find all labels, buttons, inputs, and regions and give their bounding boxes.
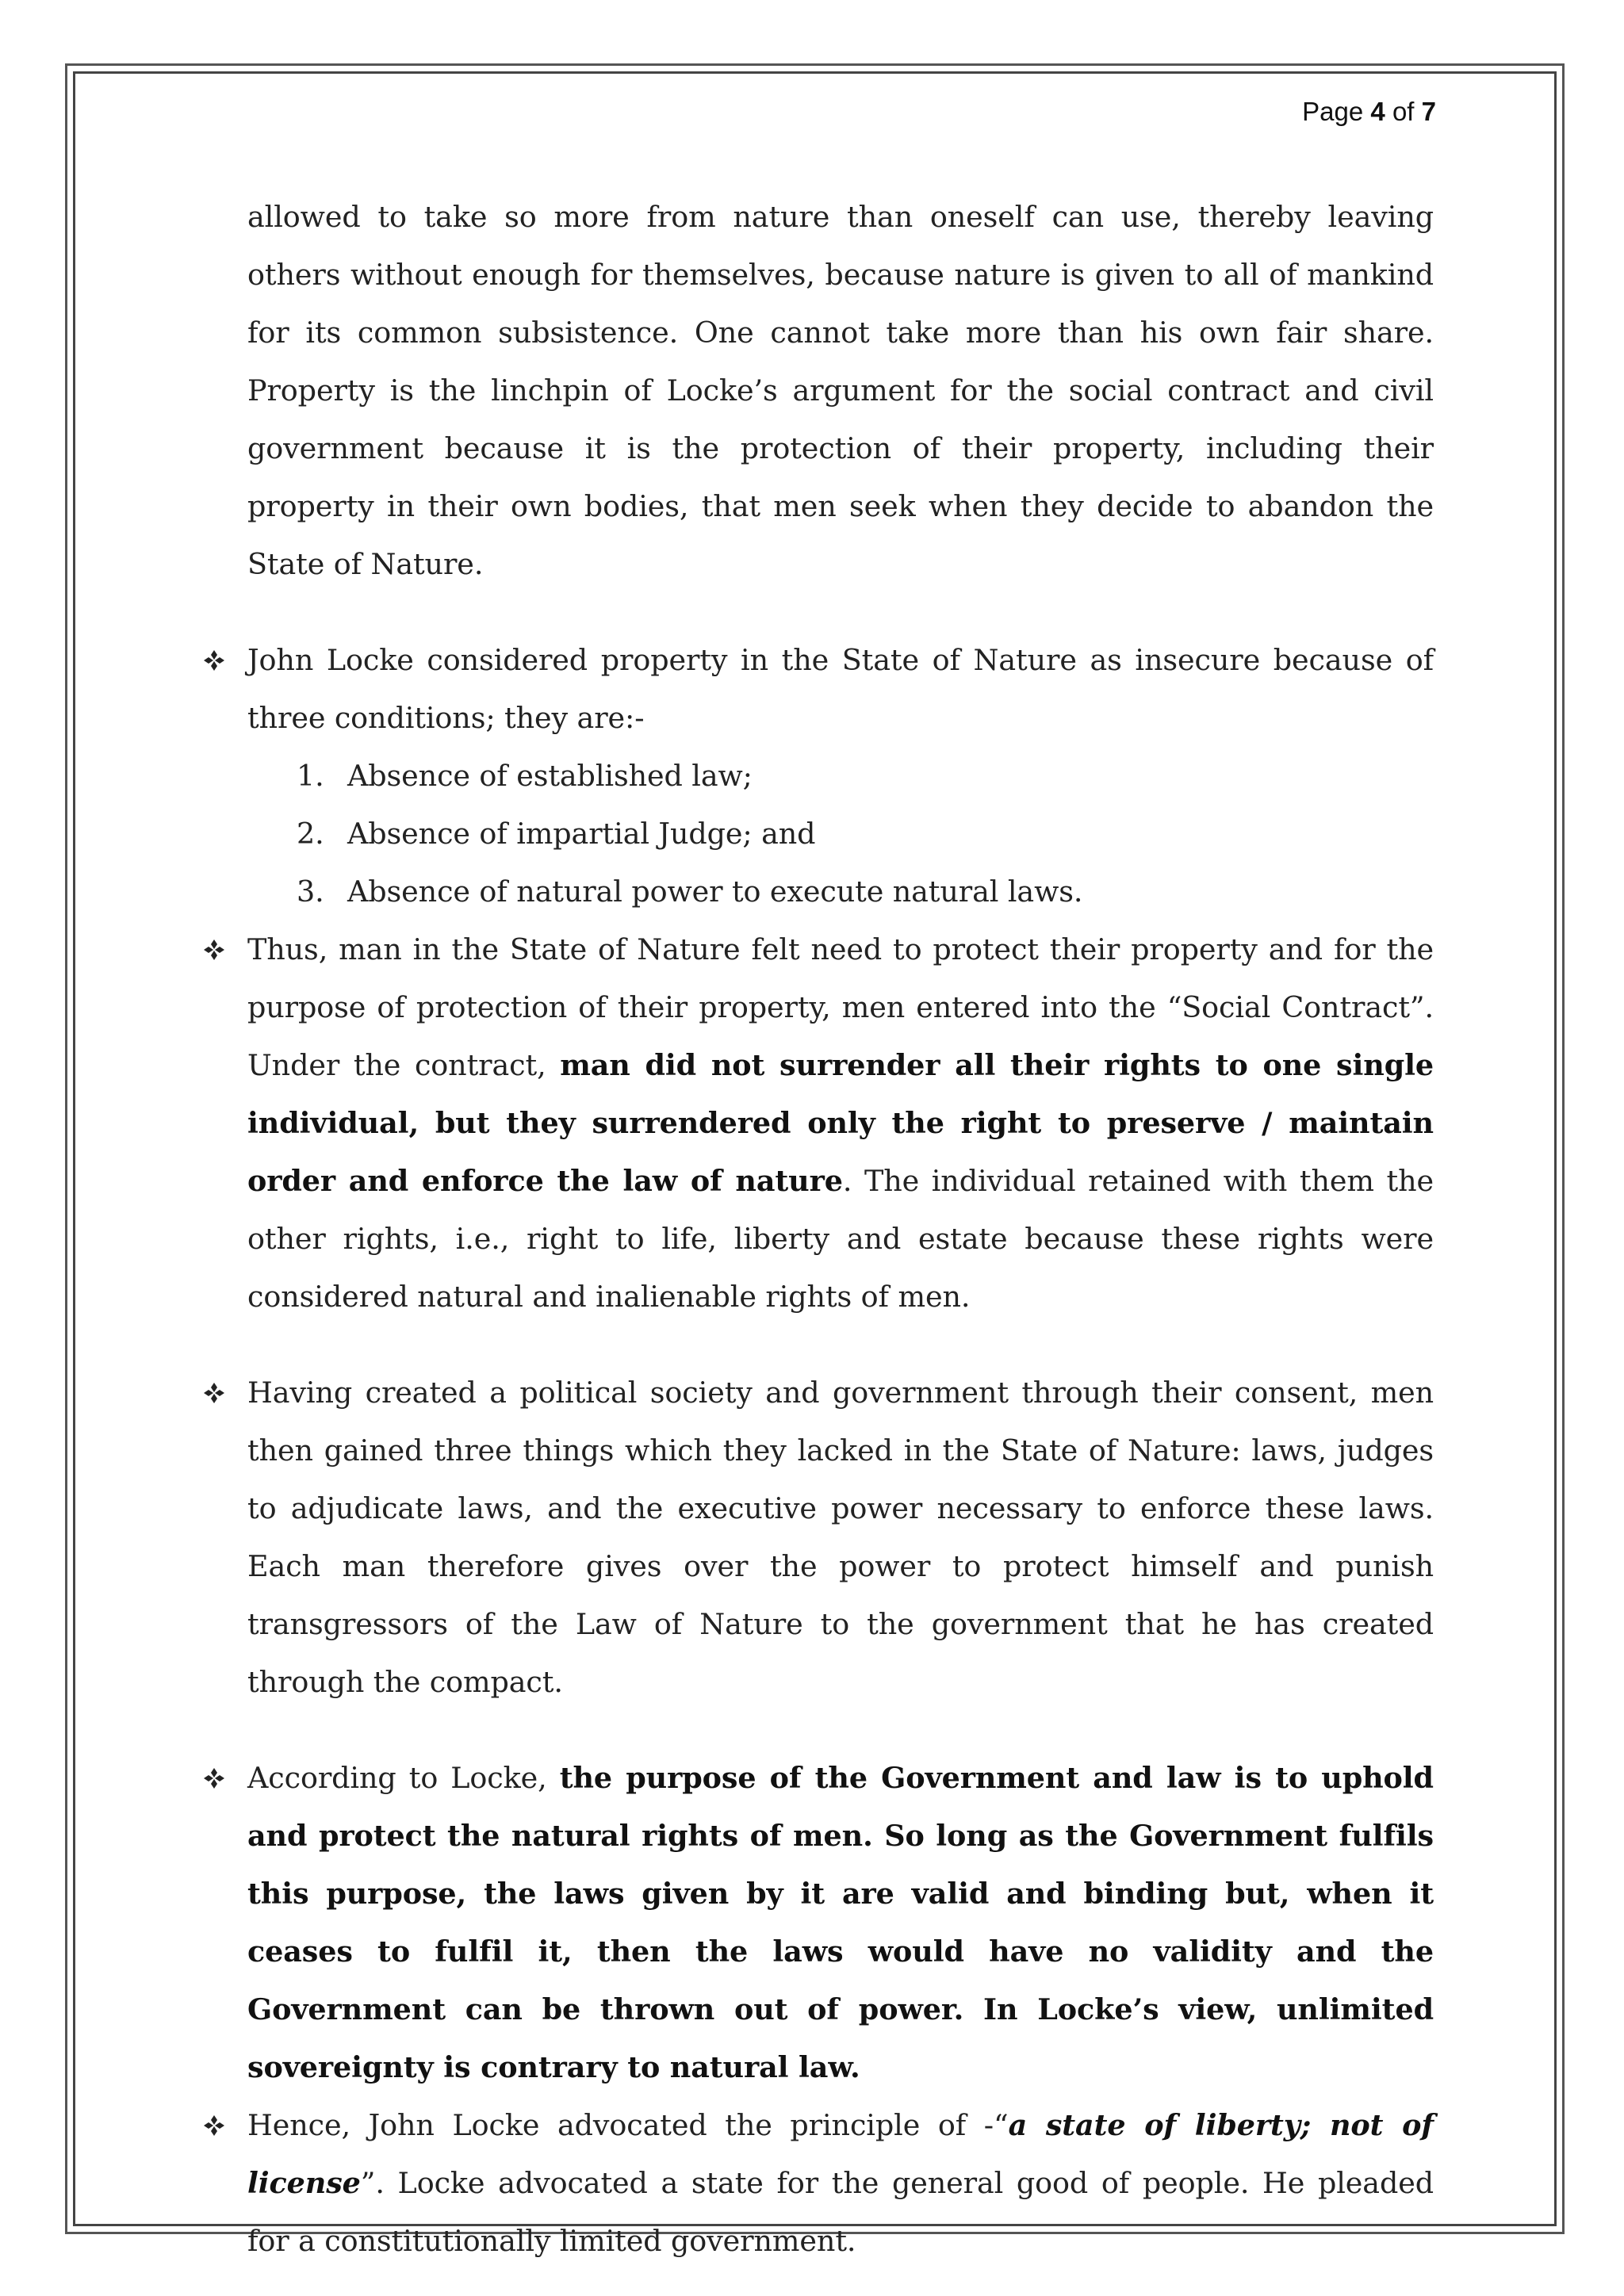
page-number-current: 4	[1370, 97, 1385, 126]
four-diamond-bullet-icon	[198, 1749, 230, 1807]
list-item-text: Absence of established law;	[347, 759, 753, 793]
bullet-item-state-of-liberty	[247, 2096, 1434, 2270]
bullet-item-insecure-property	[247, 631, 1434, 920]
bullet-text-bold: man did not surrender all their rights to one single individual, but they surrendered only the right to preserve / maintain order and enforce the law of nature	[247, 1048, 1434, 1198]
bullet-text-plain-end: . The individual retained with them the other rights, i.e., right to life, liberty and estate because these rights were considered natural and inalienable rights of men.	[247, 1164, 1434, 1314]
bullet-text-quote: a state of liberty; not of license	[247, 2108, 1434, 2200]
list-item	[297, 747, 1434, 805]
bullet-text	[247, 1749, 1434, 2096]
bullet-text	[247, 920, 1434, 1326]
bullet-text-plain: Hence, John Locke advocated the principle of -“	[247, 2108, 1009, 2142]
list-item-number: 1.	[297, 759, 324, 793]
list-item-number: 2.	[297, 817, 324, 851]
four-diamond-bullet-icon	[198, 631, 230, 689]
bullet-item-purpose-of-government	[247, 1749, 1434, 2096]
bullet-text	[247, 2096, 1434, 2270]
page-number-label: Page	[1302, 97, 1364, 126]
list-item	[297, 805, 1434, 863]
document-body	[247, 188, 1434, 2270]
page-number-total: 7	[1421, 97, 1436, 126]
bullet-text-bold: the purpose of the Government and law is to uphold and protect the natural rights of men. So long as the Government fulfils this purpose, the laws given by it are valid and binding but, when it ceases to fulfil it, then the laws would have no validity and the Government can be thrown out of power. In Locke’s view, unlimited sovereignty is contrary to natural law.	[247, 1761, 1434, 2084]
bullet-item-political-society	[247, 1364, 1434, 1711]
four-diamond-bullet-icon	[198, 920, 230, 978]
intro-paragraph: allowed to take so more from nature than oneself can use, thereby leaving others without enough for themselves, because nature is given to all of mankind for its common subsistence. One cannot take more than his own fair share. Property is the linchpin of Locke’s argument for the social contract and civil government because it is the protection of their property, including their property in their own bodies, that men seek when they decide to abandon the State of Nature.	[247, 200, 1434, 581]
four-diamond-bullet-icon	[198, 1364, 230, 1422]
bullet-text: Having created a political society and government through their consent, men then gained three things which they lacked in the State of Nature: laws, judges to adjudicate laws, and the executive power necessary to enforce these laws. Each man therefore gives over the power to protect himself and punish transgressors of the Law of Nature to the government that he has created through the compact.	[247, 1376, 1434, 1699]
bullet-text-plain: Thus, man in the State of Nature felt need to protect their property and for the purpose of protection of their property, men entered into the “Social Contract”. Under the contract,	[247, 932, 1434, 1082]
page-number	[1302, 97, 1436, 127]
conditions-list	[297, 747, 1434, 920]
bullet-text: John Locke considered property in the State of Nature as insecure because of three conditions; they are:-	[247, 643, 1434, 735]
four-diamond-bullet-icon	[198, 2096, 230, 2154]
list-item-number: 3.	[297, 874, 324, 909]
list-item-text: Absence of impartial Judge; and	[347, 817, 816, 851]
page-number-of: of	[1392, 97, 1415, 126]
bullet-text-plain-end: ”. Locke advocated a state for the general good of people. He pleaded for a constitutionally limited government.	[247, 2166, 1434, 2258]
list-item-text: Absence of natural power to execute natural laws.	[347, 874, 1083, 909]
list-item	[297, 863, 1434, 920]
bullet-text-plain: According to Locke,	[247, 1761, 560, 1795]
bullet-item-social-contract	[247, 920, 1434, 1326]
